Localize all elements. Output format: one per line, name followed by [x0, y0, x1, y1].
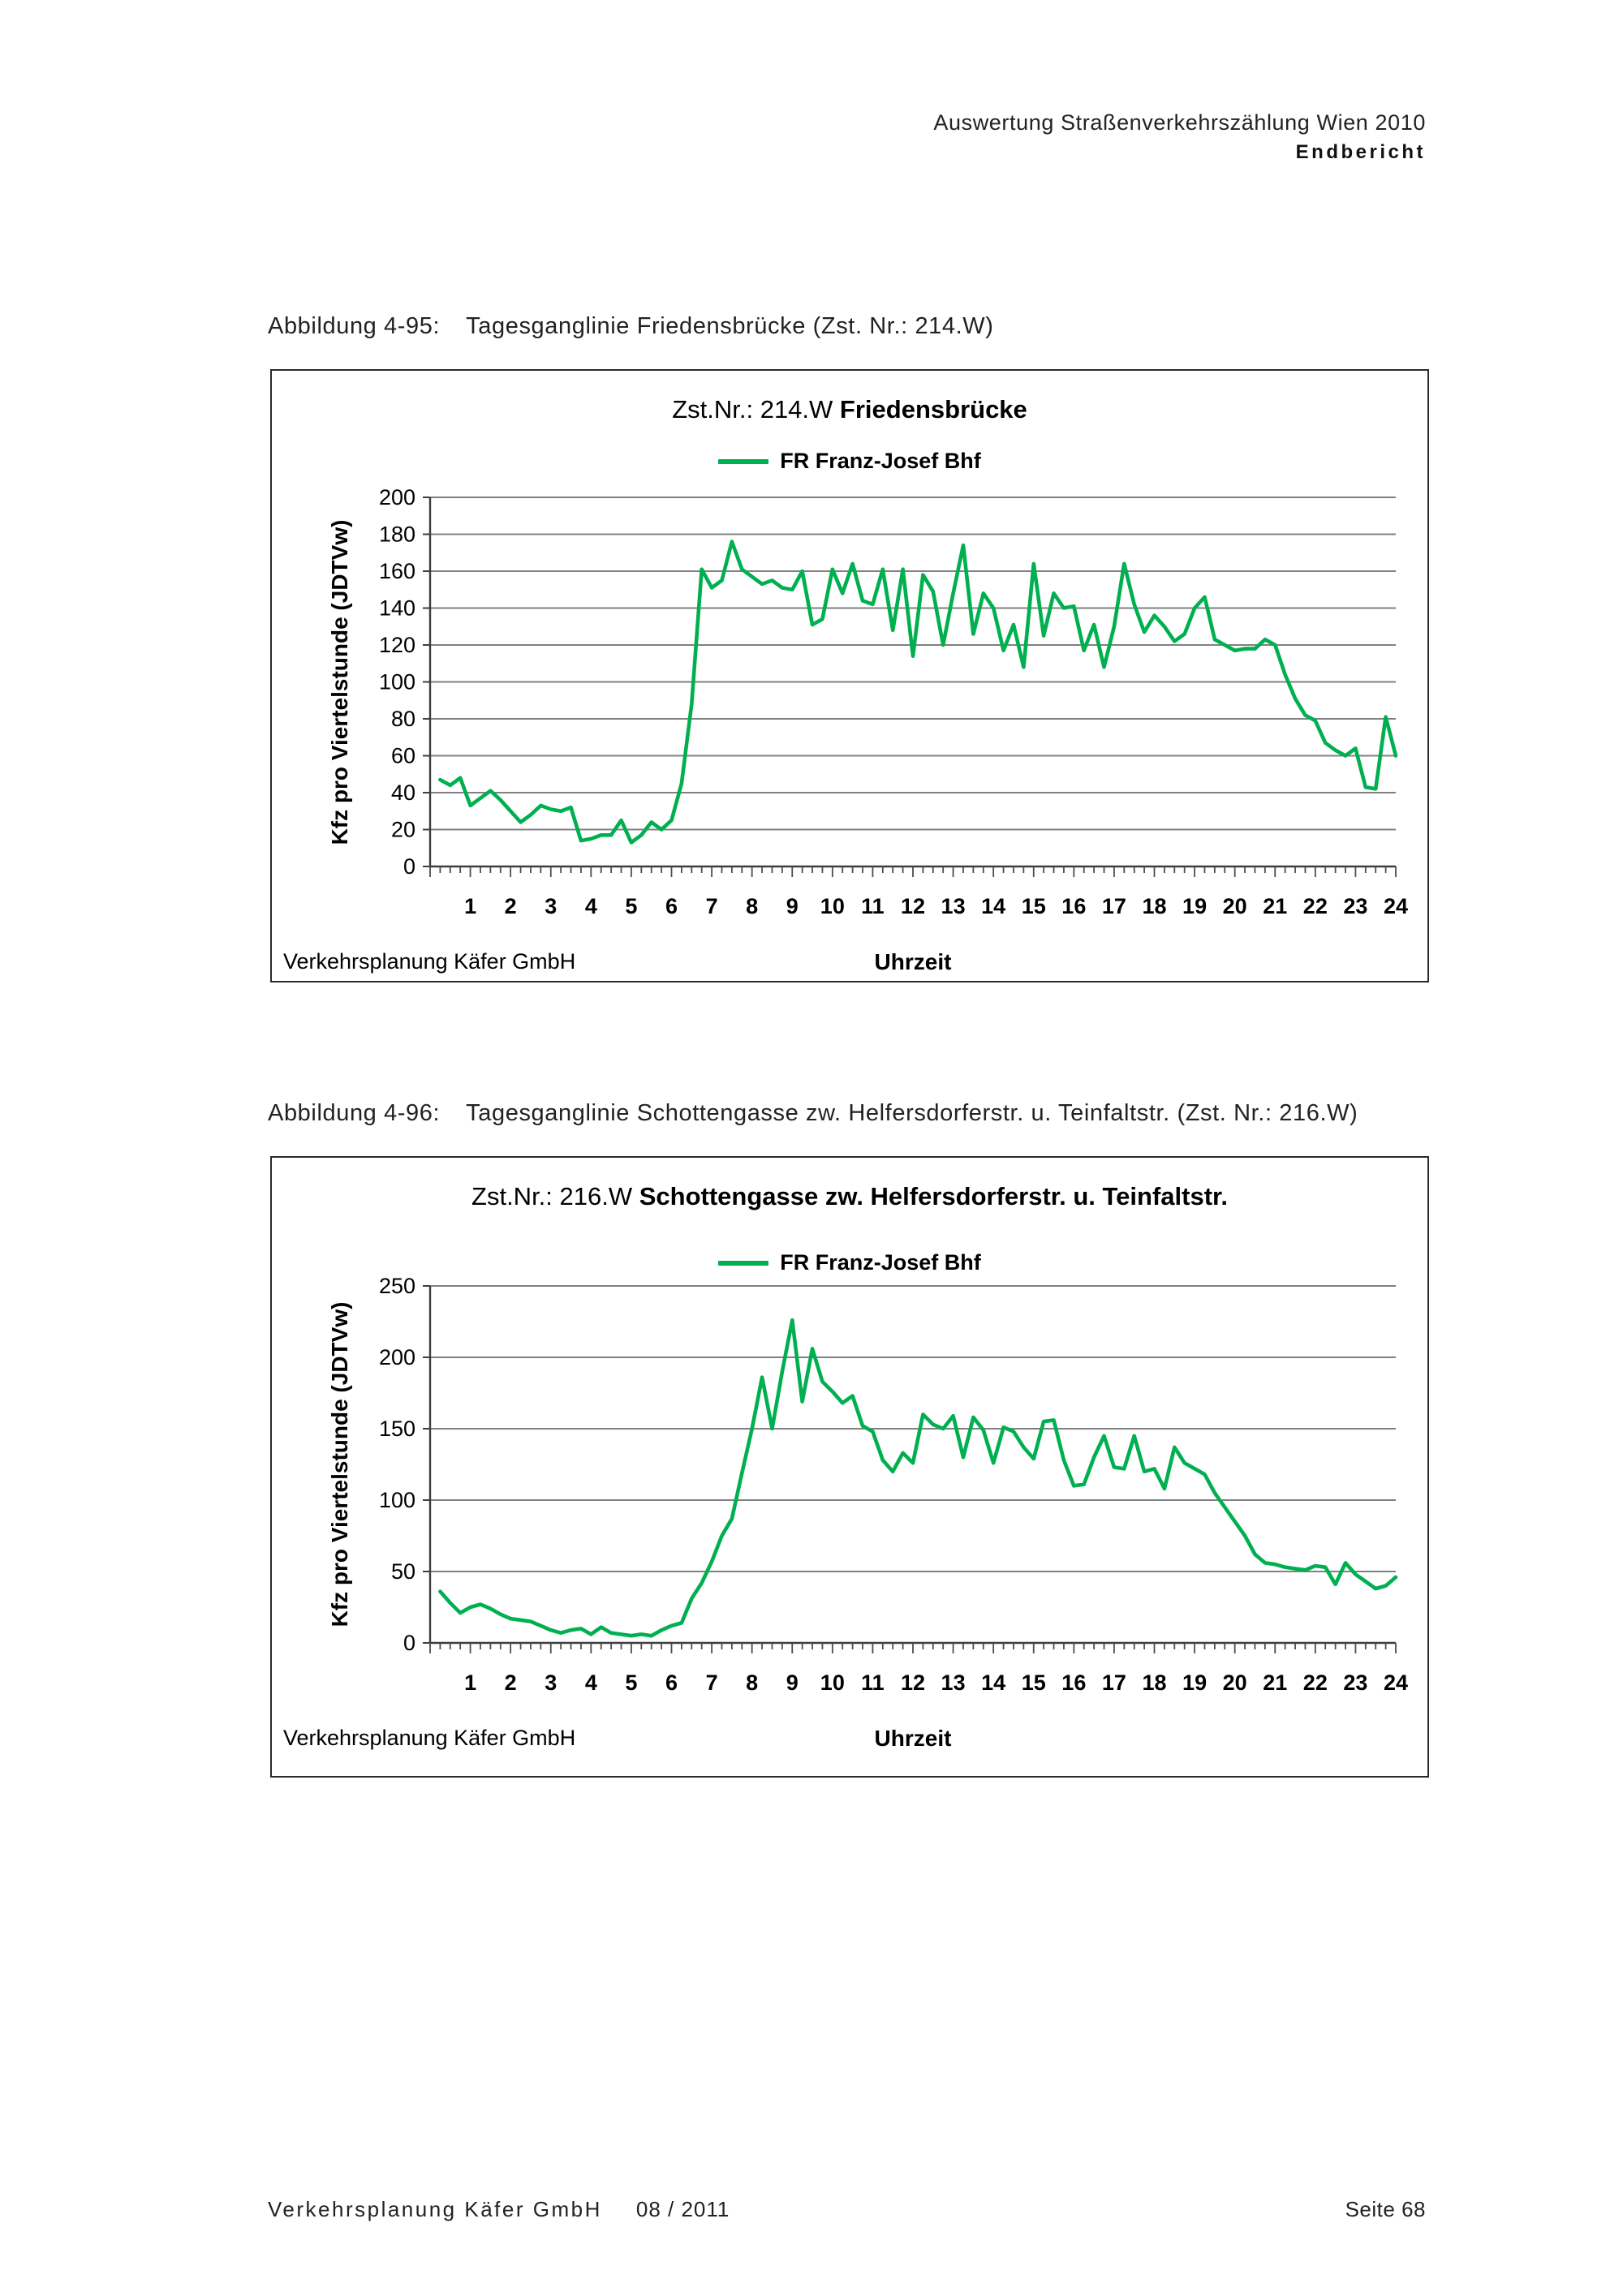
svg-text:23: 23	[1343, 894, 1368, 918]
svg-text:10: 10	[820, 894, 845, 918]
svg-text:1: 1	[464, 1670, 477, 1695]
svg-text:15: 15	[1021, 894, 1046, 918]
svg-text:180: 180	[378, 522, 415, 547]
svg-text:200: 200	[378, 485, 415, 510]
svg-text:13: 13	[941, 894, 966, 918]
svg-text:60: 60	[390, 743, 415, 768]
svg-text:9: 9	[786, 894, 799, 918]
chart-source-note: Verkehrsplanung Käfer GmbH	[283, 949, 576, 974]
svg-text:22: 22	[1302, 1670, 1328, 1695]
svg-text:250: 250	[378, 1274, 415, 1298]
svg-text:150: 150	[378, 1417, 415, 1441]
figure-caption-1-text: Tagesganglinie Friedensbrücke (Zst. Nr.: 214.W)	[466, 313, 994, 339]
chart-friedensbruecke	[270, 369, 1429, 982]
svg-text:200: 200	[378, 1345, 415, 1369]
svg-text:16: 16	[1061, 894, 1087, 918]
legend-series-label: FR Franz-Josef Bhf	[780, 449, 981, 473]
svg-text:1: 1	[464, 894, 477, 918]
svg-text:17: 17	[1101, 894, 1126, 918]
chart-legend	[272, 1250, 1427, 1275]
footer-company: Verkehrsplanung Käfer GmbH 08 / 2011	[268, 2197, 730, 2221]
svg-text:17: 17	[1101, 1670, 1126, 1695]
svg-text:9: 9	[786, 1670, 799, 1695]
svg-text:100: 100	[378, 1488, 415, 1512]
plot-area	[378, 485, 1409, 918]
svg-text:12: 12	[900, 1670, 926, 1695]
figure-caption-2-label: Abbildung 4-96:	[268, 1100, 441, 1126]
svg-text:40: 40	[390, 780, 415, 805]
chart-title	[272, 395, 1427, 424]
chart-title	[272, 1182, 1427, 1211]
chart-source-note: Verkehrsplanung Käfer GmbH	[283, 1726, 576, 1750]
chart-title-prefix: Zst.Nr.: 214.W	[672, 395, 840, 424]
svg-text:50: 50	[390, 1559, 415, 1584]
svg-text:13: 13	[941, 1670, 966, 1695]
figure-caption-1	[268, 313, 994, 340]
svg-text:14: 14	[981, 894, 1006, 918]
svg-text:16: 16	[1061, 1670, 1087, 1695]
svg-text:6: 6	[665, 894, 678, 918]
chart-title-station: Friedensbrücke	[839, 395, 1027, 424]
figure-caption-2-text: Tagesganglinie Schottengasse zw. Helfersdorferstr. u. Teinfaltstr. (Zst. Nr.: 216.W)	[466, 1100, 1358, 1126]
svg-text:22: 22	[1302, 894, 1328, 918]
y-axis-title: Kfz pro Viertelstunde (JDTVw)	[327, 519, 352, 845]
figure-caption-2	[268, 1100, 1358, 1127]
svg-text:2: 2	[504, 1670, 517, 1695]
svg-text:7: 7	[705, 894, 718, 918]
svg-text:5: 5	[625, 1670, 638, 1695]
chart-schottengasse	[270, 1156, 1429, 1778]
svg-text:18: 18	[1142, 1670, 1167, 1695]
legend-line-swatch	[718, 459, 768, 464]
svg-text:4: 4	[584, 1670, 597, 1695]
plot-area	[378, 1274, 1409, 1695]
figure-caption-1-label: Abbildung 4-95:	[268, 313, 441, 339]
svg-text:3: 3	[545, 1670, 558, 1695]
footer-page-number: Seite 68	[1345, 2197, 1426, 2221]
chart-title-station: Schottengasse zw. Helfersdorferstr. u. Teinfaltstr.	[639, 1182, 1228, 1210]
header-title: Auswertung Straßenverkehrszählung Wien 2010	[933, 110, 1426, 135]
svg-text:6: 6	[665, 1670, 678, 1695]
svg-text:20: 20	[390, 817, 415, 842]
svg-text:24: 24	[1383, 1670, 1409, 1695]
svg-text:8: 8	[746, 1670, 759, 1695]
x-axis-title: Uhrzeit	[874, 949, 952, 974]
svg-text:0: 0	[403, 1631, 415, 1655]
legend-line-swatch	[718, 1261, 768, 1266]
svg-text:21: 21	[1263, 894, 1288, 918]
svg-text:80: 80	[390, 707, 415, 731]
svg-text:2: 2	[504, 894, 517, 918]
svg-text:19: 19	[1182, 894, 1208, 918]
chart-title-prefix: Zst.Nr.: 216.W	[471, 1182, 639, 1210]
svg-text:21: 21	[1263, 1670, 1288, 1695]
svg-text:4: 4	[584, 894, 597, 918]
svg-text:120: 120	[378, 633, 415, 657]
page-header	[933, 110, 1426, 164]
svg-text:20: 20	[1222, 894, 1247, 918]
svg-text:3: 3	[545, 894, 558, 918]
svg-text:11: 11	[861, 894, 885, 918]
svg-text:20: 20	[1222, 1670, 1247, 1695]
header-subtitle: Endbericht	[1295, 141, 1426, 163]
svg-text:160: 160	[378, 559, 415, 583]
svg-text:100: 100	[378, 669, 415, 694]
legend-series-label: FR Franz-Josef Bhf	[780, 1250, 981, 1275]
svg-text:15: 15	[1021, 1670, 1046, 1695]
svg-text:18: 18	[1142, 894, 1167, 918]
svg-text:14: 14	[981, 1670, 1006, 1695]
x-axis-title: Uhrzeit	[874, 1726, 952, 1751]
svg-text:24: 24	[1383, 894, 1409, 918]
svg-text:140: 140	[378, 595, 415, 621]
svg-text:23: 23	[1343, 1670, 1368, 1695]
svg-text:11: 11	[861, 1670, 885, 1695]
y-axis-title: Kfz pro Viertelstunde (JDTVw)	[327, 1301, 352, 1627]
svg-text:0: 0	[403, 854, 415, 879]
svg-text:7: 7	[705, 1670, 718, 1695]
svg-text:19: 19	[1182, 1670, 1208, 1695]
svg-text:12: 12	[900, 894, 926, 918]
svg-text:10: 10	[820, 1670, 845, 1695]
svg-text:8: 8	[746, 894, 759, 918]
page-footer	[268, 2197, 1426, 2222]
chart-legend	[272, 449, 1427, 474]
footer-date: 08 / 2011	[635, 2197, 730, 2221]
svg-text:5: 5	[625, 894, 638, 918]
